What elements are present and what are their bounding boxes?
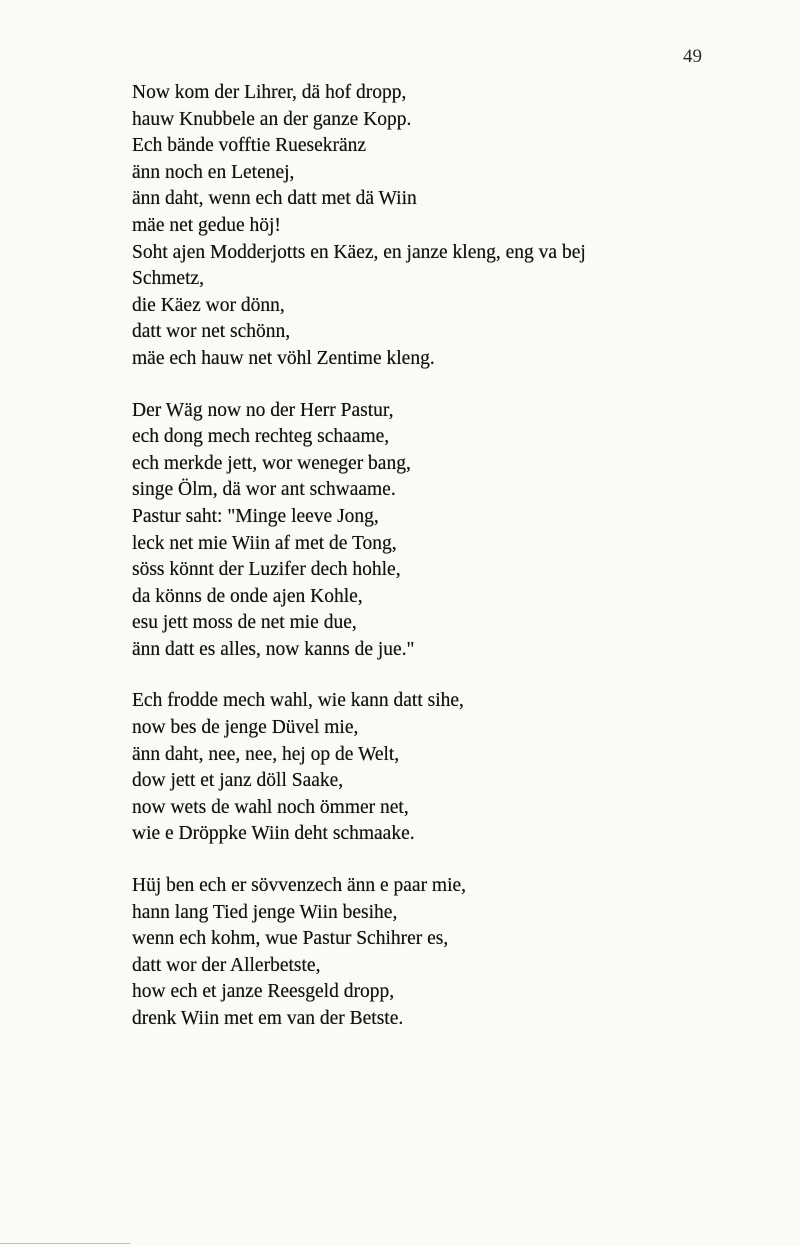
poem-line: änn datt es alles, now kanns de jue." <box>132 638 415 660</box>
poem-line: wie e Dröppke Wiin deht schmaake. <box>132 823 415 845</box>
poem-line: datt wor der Allerbetste, <box>132 954 321 976</box>
poem-line: Schmetz, <box>132 268 205 290</box>
poem-line: leck net mie Wiin af met de Tong, <box>132 532 397 554</box>
poem-line: drenk Wiin met em van der Betste. <box>132 1008 404 1029</box>
poem-line: wenn ech kohm, wue Pastur Schihrer es, <box>132 928 449 950</box>
stanza <box>132 80 692 373</box>
poem-line: now bes de jenge Düvel mie, <box>132 717 359 739</box>
poem-line: Soht ajen Modderjotts en Käez, en janze kleng, eng va bej <box>132 241 586 263</box>
poem-line: Now kom der Lihrer, dä hof dropp, <box>132 82 407 103</box>
stanza <box>132 873 692 1033</box>
stanza <box>132 688 692 848</box>
poem-line: Der Wäg now no der Herr Pastur, <box>132 399 394 421</box>
poem-line: Hüj ben ech er sövvenzech änn e paar mie, <box>132 875 467 897</box>
poem-line: now wets de wahl noch ömmer net, <box>132 796 409 818</box>
poem-line: how ech et janze Reesgeld dropp, <box>132 981 395 1003</box>
poem-line: mäe ech hauw net vöhl Zentime kleng. <box>132 347 435 369</box>
poem-line: Ech frodde mech wahl, wie kann datt sihe, <box>132 690 464 712</box>
poem-line: änn noch en Letenej, <box>132 161 295 183</box>
poem-line: singe Ölm, dä wor ant schwaame. <box>132 479 396 501</box>
poem-line: änn daht, wenn ech datt met dä Wiin <box>132 188 417 210</box>
poem-line: söss könnt der Luzifer dech hohle, <box>132 559 401 581</box>
poem-line: dow jett et janz döll Saake, <box>132 770 344 792</box>
poem-line: Ech bände vofftie Ruesekränz <box>132 135 367 157</box>
poem-line: datt wor net schönn, <box>132 321 291 343</box>
poem-line: die Käez wor dönn, <box>132 294 285 316</box>
poem-line: da könns de onde ajen Kohle, <box>132 585 363 607</box>
scan-edge-line <box>0 1243 130 1244</box>
poem-line: ech merkde jett, wor weneger bang, <box>132 452 411 474</box>
poem-line: esu jett moss de net mie due, <box>132 612 357 634</box>
page-number: 49 <box>683 46 702 67</box>
poem-line: Pastur saht: "Minge leeve Jong, <box>132 505 379 527</box>
poem-line: hauw Knubbele an der ganze Kopp. <box>132 108 412 130</box>
poem-line: mäe net gedue höj! <box>132 214 281 236</box>
poem-line: änn daht, nee, nee, hej op de Welt, <box>132 743 400 765</box>
poem-line: ech dong mech rechteg schaame, <box>132 426 390 448</box>
poem <box>132 80 692 1058</box>
poem-line: hann lang Tied jenge Wiin besihe, <box>132 901 398 923</box>
stanza <box>132 398 692 664</box>
